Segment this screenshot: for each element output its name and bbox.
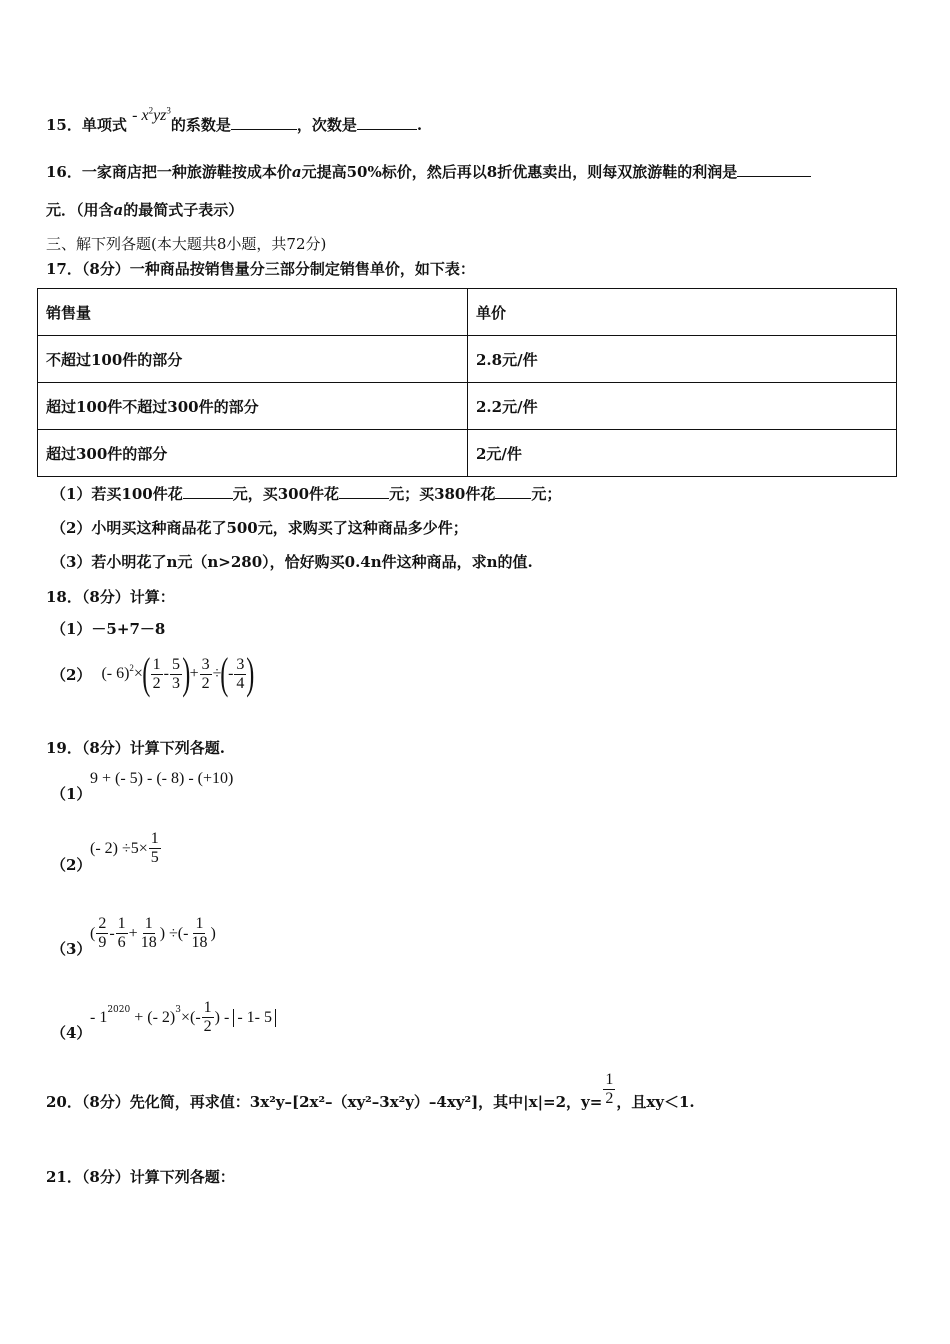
monomial-expression: - $x^2yz^3$: [132, 105, 171, 124]
question-16-line2: 元．（用含a的最简式子表示）: [46, 201, 244, 219]
table-cell: 2.8元/件: [468, 336, 897, 383]
question-19-stem: 19．（8分）计算下列各题.: [46, 739, 226, 757]
question-19-part4: - 1 2020 + (- 2) 3 ×(- $\frac{1}{2}$ ) - - 1- 5: [90, 999, 276, 1036]
table-cell: 2.2元/件: [468, 383, 897, 430]
answer-blank[interactable]: [231, 115, 297, 130]
table-row: [38, 430, 897, 477]
question-18-part2: （2） (- 6) 2 × ( $\frac{1}{2}$ - $\frac{5}{3}$ ) + $\frac{3}{2}$ ÷ ( - $\frac{3}{4}$ ): [51, 649, 255, 698]
table-cell: 不超过100件的部分: [38, 336, 468, 383]
table-cell: 2元/件: [468, 430, 897, 477]
answer-blank[interactable]: [183, 484, 233, 499]
question-19-label-1: （1）: [51, 785, 92, 803]
question-21-stem: 21．（8分）计算下列各题：: [46, 1168, 235, 1186]
answer-blank[interactable]: [495, 484, 531, 499]
question-17-part3: （3）若小明花了n元（n>280），恰好购买0.4n件这种商品，求n的值.: [51, 553, 533, 571]
table-cell: 超过300件的部分: [38, 430, 468, 477]
question-19-label-2: （2）: [51, 856, 92, 874]
question-19-part3: ( $\frac{2}{9}$ - $\frac{1}{6}$ + $\frac{1}{18}$ ) ÷(- $\frac{1}{18}$ ): [90, 915, 216, 951]
table-row: [38, 336, 897, 383]
question-19-part1: 9 + (- 5) - (- 8) - (+10): [90, 770, 234, 787]
table-header-row: [38, 289, 897, 336]
answer-blank[interactable]: [737, 162, 811, 177]
question-19-part2: (- 2) ÷5× $\frac{1}{5}$: [90, 830, 159, 866]
question-18-stem: 18．（8分）计算：: [46, 588, 175, 606]
absolute-value: - 1- 5: [233, 1009, 276, 1027]
question-15: 15．单项式 - $x^2yz^3$的系数是 ，次数是 .: [46, 105, 423, 134]
answer-blank[interactable]: [339, 484, 389, 499]
question-18-part1: （1）－5+7－8: [51, 620, 166, 638]
section-title: 三、解下列各题(本大题共8小题，共72分): [46, 235, 327, 253]
answer-blank[interactable]: [357, 115, 417, 130]
question-17-stem: 17．（8分）一种商品按销售量分三部分制定销售单价，如下表：: [46, 260, 475, 278]
question-17-part2: （2）小明买这种商品花了500元，求购买了这种商品多少件；: [51, 519, 468, 537]
question-20: 20．（8分）先化简，再求值：3x²y–[2x²–（xy²–3x²y）–4xy²]，其中|x|=2，y= $\frac{1}{2}$ ，且xy＜1.: [46, 1071, 695, 1111]
question-19-label-4: （4）: [51, 1024, 92, 1042]
expression: (- 6) 2 × ( $\frac{1}{2}$ - $\frac{5}{3}$ ) + $\frac{3}{2}$ ÷ ( - $\frac{3}{4}$ ): [101, 649, 255, 698]
question-19-label-3: （3）: [51, 940, 92, 958]
table-header: 销售量: [38, 289, 468, 336]
question-17-part1: （1）若买100件花 元，买300件花 元；买380件花 元；: [51, 485, 562, 503]
table-cell: 超过100件不超过300件的部分: [38, 383, 468, 430]
question-16: 16．一家商店把一种旅游鞋按成本价a元提高50%标价，然后再以8折优惠卖出，则每双旅游鞋的利润是: [46, 161, 811, 182]
table-row: [38, 383, 897, 430]
price-table: [37, 288, 897, 477]
table-header: 单价: [468, 289, 897, 336]
